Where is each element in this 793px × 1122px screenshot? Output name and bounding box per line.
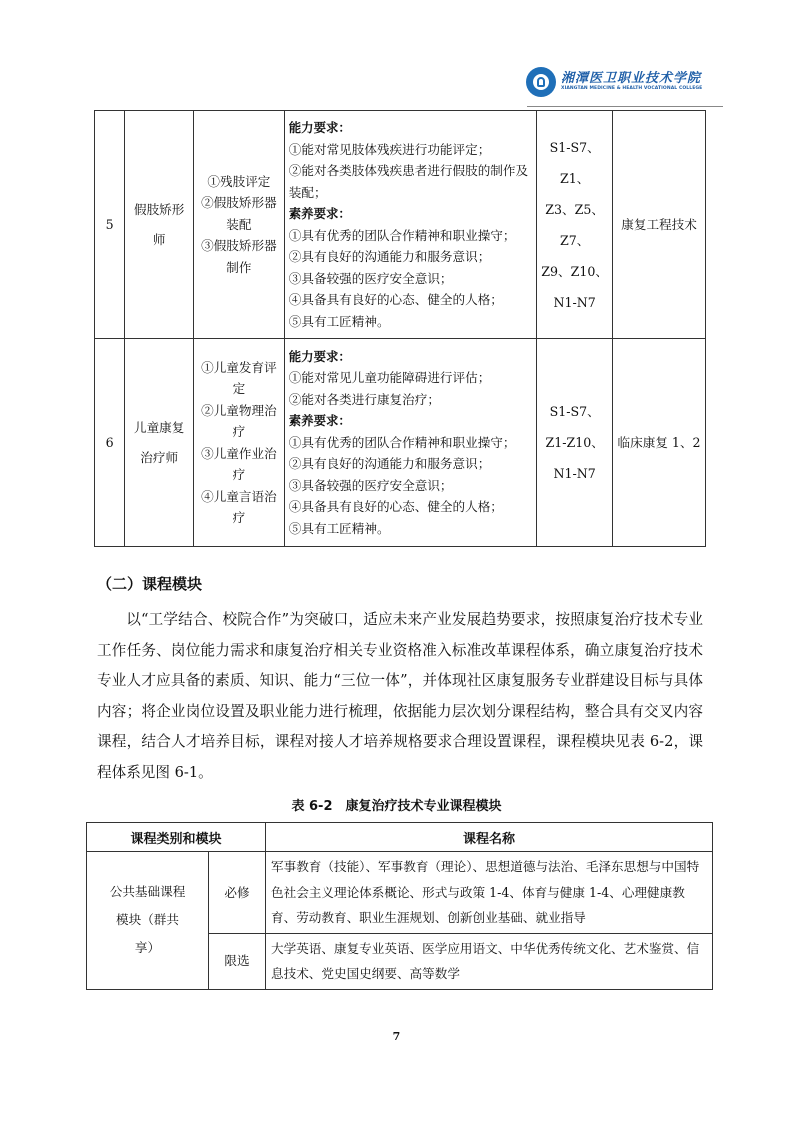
quality-item: ②具有良好的沟通能力和服务意识； (288, 456, 491, 472)
quality-item: ⑤具有工匠精神。 (288, 313, 390, 329)
course-list: 大学英语、康复专业英语、医学应用语文、中华优秀传统文化、艺术鉴赏、信息技术、党史国史纲要、高等数学 (266, 933, 713, 989)
requirements (284, 111, 536, 339)
job-ability-table (94, 110, 706, 547)
post-name (125, 111, 194, 339)
section-heading: （二）课程模块 (97, 575, 203, 593)
table-header-row (87, 823, 713, 852)
quality-item: ③具备较强的医疗安全意识； (288, 477, 453, 493)
table-row (95, 111, 706, 339)
college-seal-icon (526, 67, 556, 97)
module-category (87, 852, 209, 990)
task-list (194, 111, 285, 339)
ability-item: ①能对常见肢体残疾进行功能评定； (288, 141, 491, 157)
row-number: 5 (95, 111, 125, 339)
task-list (194, 339, 285, 547)
post-name-text: 假肢矫形师 (133, 201, 185, 247)
task-item: ①儿童发育评定 (201, 359, 277, 396)
quality-heading: 素养要求： (288, 413, 351, 429)
quality-item: ①具有优秀的团队合作精神和职业操守； (288, 434, 516, 450)
spec-code-line: S1-S7、Z1、 (549, 139, 600, 186)
spec-code-line: Z1-Z10、 (545, 435, 604, 450)
ability-item: ②能对各类肢体残疾患者进行假肢的制作及装配； (288, 163, 529, 200)
body-paragraph: 以“工学结合、校院合作”为突破口，适应未来产业发展趋势要求，按照康复治疗技术专业工作任务、岗位能力需求和康复治疗相关专业资格准入标准改革课程体系，确立康复治疗技术专业人才应具备的素质、知识、能力“三位一体”，并体现社区康复服务专业群建设目标与具体内容；将企业岗位设置及职业能力进行梳理，依据能力层次划分课程结构，整合具有交叉内容课程，结合人才培养目标，课程对接人才培养规格要求合理设置课程，课程模块见表 6-2，课程体系见图 6-1。 (97, 611, 703, 781)
task-item: ④儿童言语治疗 (201, 488, 277, 525)
spec-code-line: N1-N7 (553, 294, 596, 310)
ability-heading: 能力要求： (288, 348, 351, 364)
logo-english-name: XIANGTAN MEDICINE & HEALTH VOCATIONAL COLLEGE (561, 86, 703, 91)
task-item: ②假肢矫形器装配 (201, 195, 277, 232)
quality-item: ③具备较强的医疗安全意识； (288, 270, 453, 286)
quality-item: ⑤具有工匠精神。 (288, 520, 390, 536)
quality-item: ①具有优秀的团队合作精神和职业操守； (288, 227, 516, 243)
course-module-table (86, 822, 713, 990)
quality-heading: 素养要求： (288, 206, 351, 221)
spec-code-line: N1-N7 (553, 466, 596, 481)
module-category-text: 公共基础课程模块（群共享） (109, 884, 186, 956)
requirements (284, 339, 536, 547)
header-category: 课程类别和模块 (87, 823, 266, 852)
header-rule (527, 106, 723, 107)
task-item: ③儿童作业治疗 (201, 445, 277, 482)
related-course: 临床康复 1、2 (613, 339, 706, 547)
ability-item: ①能对常见儿童功能障碍进行评估； (288, 370, 491, 386)
page-number: 7 (392, 1030, 401, 1043)
task-item: ①残肢评定 (207, 173, 271, 189)
course-type: 必修 (209, 852, 266, 934)
ability-item: ②能对各类进行康复治疗； (288, 391, 440, 407)
course-type: 限选 (209, 933, 266, 989)
post-name (125, 339, 194, 547)
related-course: 康复工程技术 (613, 111, 706, 339)
quality-item: ②具有良好的沟通能力和服务意识； (288, 249, 491, 264)
quality-item: ④具备具有良好的心态、健全的人格； (288, 292, 503, 307)
spec-code-line: S1-S7、 (549, 404, 600, 419)
spec-codes (537, 111, 613, 339)
table-row (95, 339, 706, 547)
quality-item: ④具备具有良好的心态、健全的人格； (288, 499, 503, 515)
college-logo (526, 62, 716, 102)
spec-code-line: Z3、Z5、Z7、 (545, 201, 605, 248)
table-row (87, 852, 713, 934)
task-item: ②儿童物理治疗 (201, 402, 277, 439)
task-item: ③假肢矫形器制作 (201, 238, 277, 275)
spec-codes (537, 339, 613, 547)
header-course-name: 课程名称 (266, 823, 713, 852)
spec-code-line: Z9、Z10、 (541, 263, 609, 279)
table-caption: 表 6-2 康复治疗技术专业课程模块 (291, 799, 502, 814)
course-list: 军事教育（技能）、军事教育（理论）、思想道德与法治、毛泽东思想与中国特色社会主义理论体系概论、形式与政策 1-4、体育与健康 1-4、心理健康教育、劳动教育、职业生涯规划、创新创业基础、就业指导 (266, 852, 713, 934)
logo-chinese-name: 湘潭医卫职业技术学院 (561, 71, 702, 86)
post-name-text: 儿童康复治疗师 (133, 419, 185, 465)
ability-heading: 能力要求： (288, 120, 351, 135)
row-number: 6 (95, 339, 125, 547)
